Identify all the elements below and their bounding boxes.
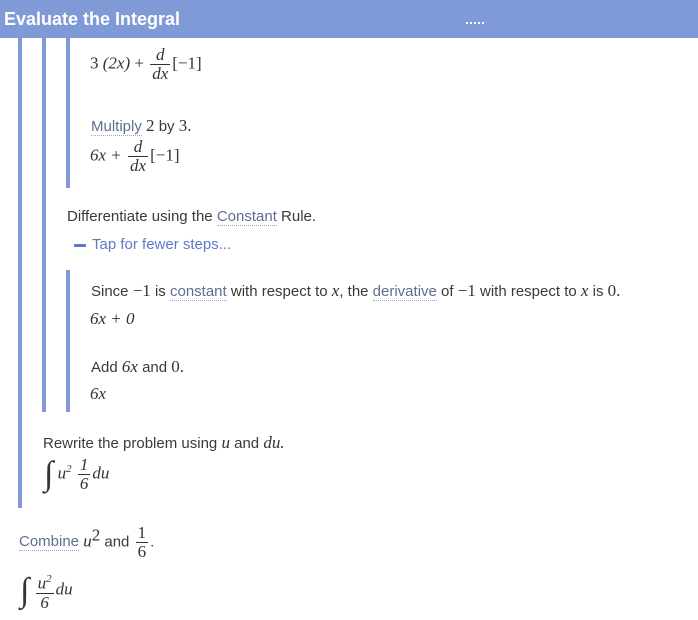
rewrite-p2: and (234, 435, 260, 452)
step-bar-mid (42, 38, 46, 412)
multiply-derivative-fraction (128, 138, 148, 175)
multiply-a: 2 (146, 116, 155, 135)
step1-coef: 3 (90, 53, 99, 73)
combine-period: . (150, 533, 155, 551)
constant-link[interactable]: Constant (216, 208, 277, 225)
integral-sign-icon: ∫ (20, 571, 30, 609)
title-bar (0, 0, 698, 38)
rewrite-num: 1 (79, 455, 89, 474)
combine-fnum-u: u (37, 573, 47, 593)
combine-fden: 6 (36, 593, 54, 612)
combine-du: du (55, 579, 73, 599)
since-v3: −1 (457, 281, 476, 300)
since-v5: 0. (607, 281, 621, 300)
rewrite-integral (44, 456, 109, 493)
title-dots (466, 22, 484, 28)
combine-fraction (136, 524, 149, 561)
since-v2: x (331, 281, 340, 300)
step-bar-outer (18, 38, 22, 508)
multiply-d: d (133, 137, 143, 156)
step1-derivative-fraction (150, 46, 170, 83)
step-bar-inner (66, 38, 70, 188)
constant-rule-prefix: Differentiate using the (67, 208, 213, 225)
multiply-bracket: [−1] (150, 145, 180, 165)
rewrite-exp: 2 (66, 462, 72, 475)
step1-plus: + (134, 53, 144, 73)
step1-inner: (2x) (102, 53, 131, 73)
since-expression: 6x + 0 (90, 309, 135, 328)
since-p2: is (154, 283, 166, 300)
combine-and: and (104, 533, 130, 551)
combine-integral (20, 570, 73, 612)
tap-fewer-steps-button[interactable] (74, 236, 231, 253)
combine-u: u (83, 531, 92, 551)
since-p3: with respect to (230, 283, 328, 300)
step1-d: d (155, 45, 165, 64)
rewrite-den: 6 (79, 474, 89, 493)
rewrite-du: du (92, 463, 110, 483)
derivative-link[interactable]: derivative (372, 283, 437, 300)
multiply-by: by (158, 118, 175, 135)
multiply-link[interactable]: Multiply (91, 118, 142, 135)
multiply-expression (90, 138, 180, 175)
combine-link[interactable]: Combine (19, 533, 80, 551)
rewrite-p1: Rewrite the problem using (43, 435, 218, 452)
step1-expression (90, 46, 202, 83)
since-p7: is (592, 283, 604, 300)
combine-den: 6 (137, 542, 147, 561)
rewrite-fraction (78, 456, 91, 493)
step1-dx: dx (152, 64, 169, 83)
tap-fewer-steps-label: Tap for fewer steps... (92, 236, 232, 253)
multiply-expr-lead: 6x + (90, 145, 122, 165)
constant-rule-suffix: Rule. (281, 208, 317, 225)
rewrite-v1: u (221, 433, 230, 452)
rewrite-text (43, 433, 285, 453)
integral-sign-icon: ∫ (44, 455, 54, 493)
since-p5: of (441, 283, 454, 300)
rewrite-v2: du. (263, 433, 285, 452)
combine-text (19, 524, 154, 561)
multiply-dx: dx (130, 156, 147, 175)
combine-fnum-exp: 2 (46, 573, 52, 585)
page-title: Evaluate the Integral (4, 9, 181, 29)
add-p2: and (142, 359, 168, 376)
since-v1: −1 (132, 281, 151, 300)
constant-rule-text (67, 208, 316, 225)
combine-exp: 2 (91, 525, 101, 545)
constant-term-link[interactable]: constant (169, 283, 227, 300)
combine-num: 1 (137, 523, 147, 542)
step-bar-constant (66, 270, 70, 412)
since-text (91, 281, 620, 301)
add-v1: 6x (121, 357, 138, 376)
multiply-b: 3. (178, 116, 192, 135)
since-v4: x (580, 281, 589, 300)
add-text (91, 357, 184, 377)
collapse-dash-icon (74, 244, 86, 247)
since-p4: , the (339, 283, 369, 300)
rewrite-u: u (57, 463, 67, 483)
add-expression: 6x (90, 384, 107, 403)
since-p1: Since (91, 283, 129, 300)
add-v2: 0. (171, 357, 185, 376)
combine-result-fraction (36, 570, 54, 612)
add-p1: Add (91, 359, 118, 376)
multiply-text (91, 116, 191, 136)
since-p6: with respect to (480, 283, 577, 300)
step1-bracket: [−1] (172, 53, 202, 73)
